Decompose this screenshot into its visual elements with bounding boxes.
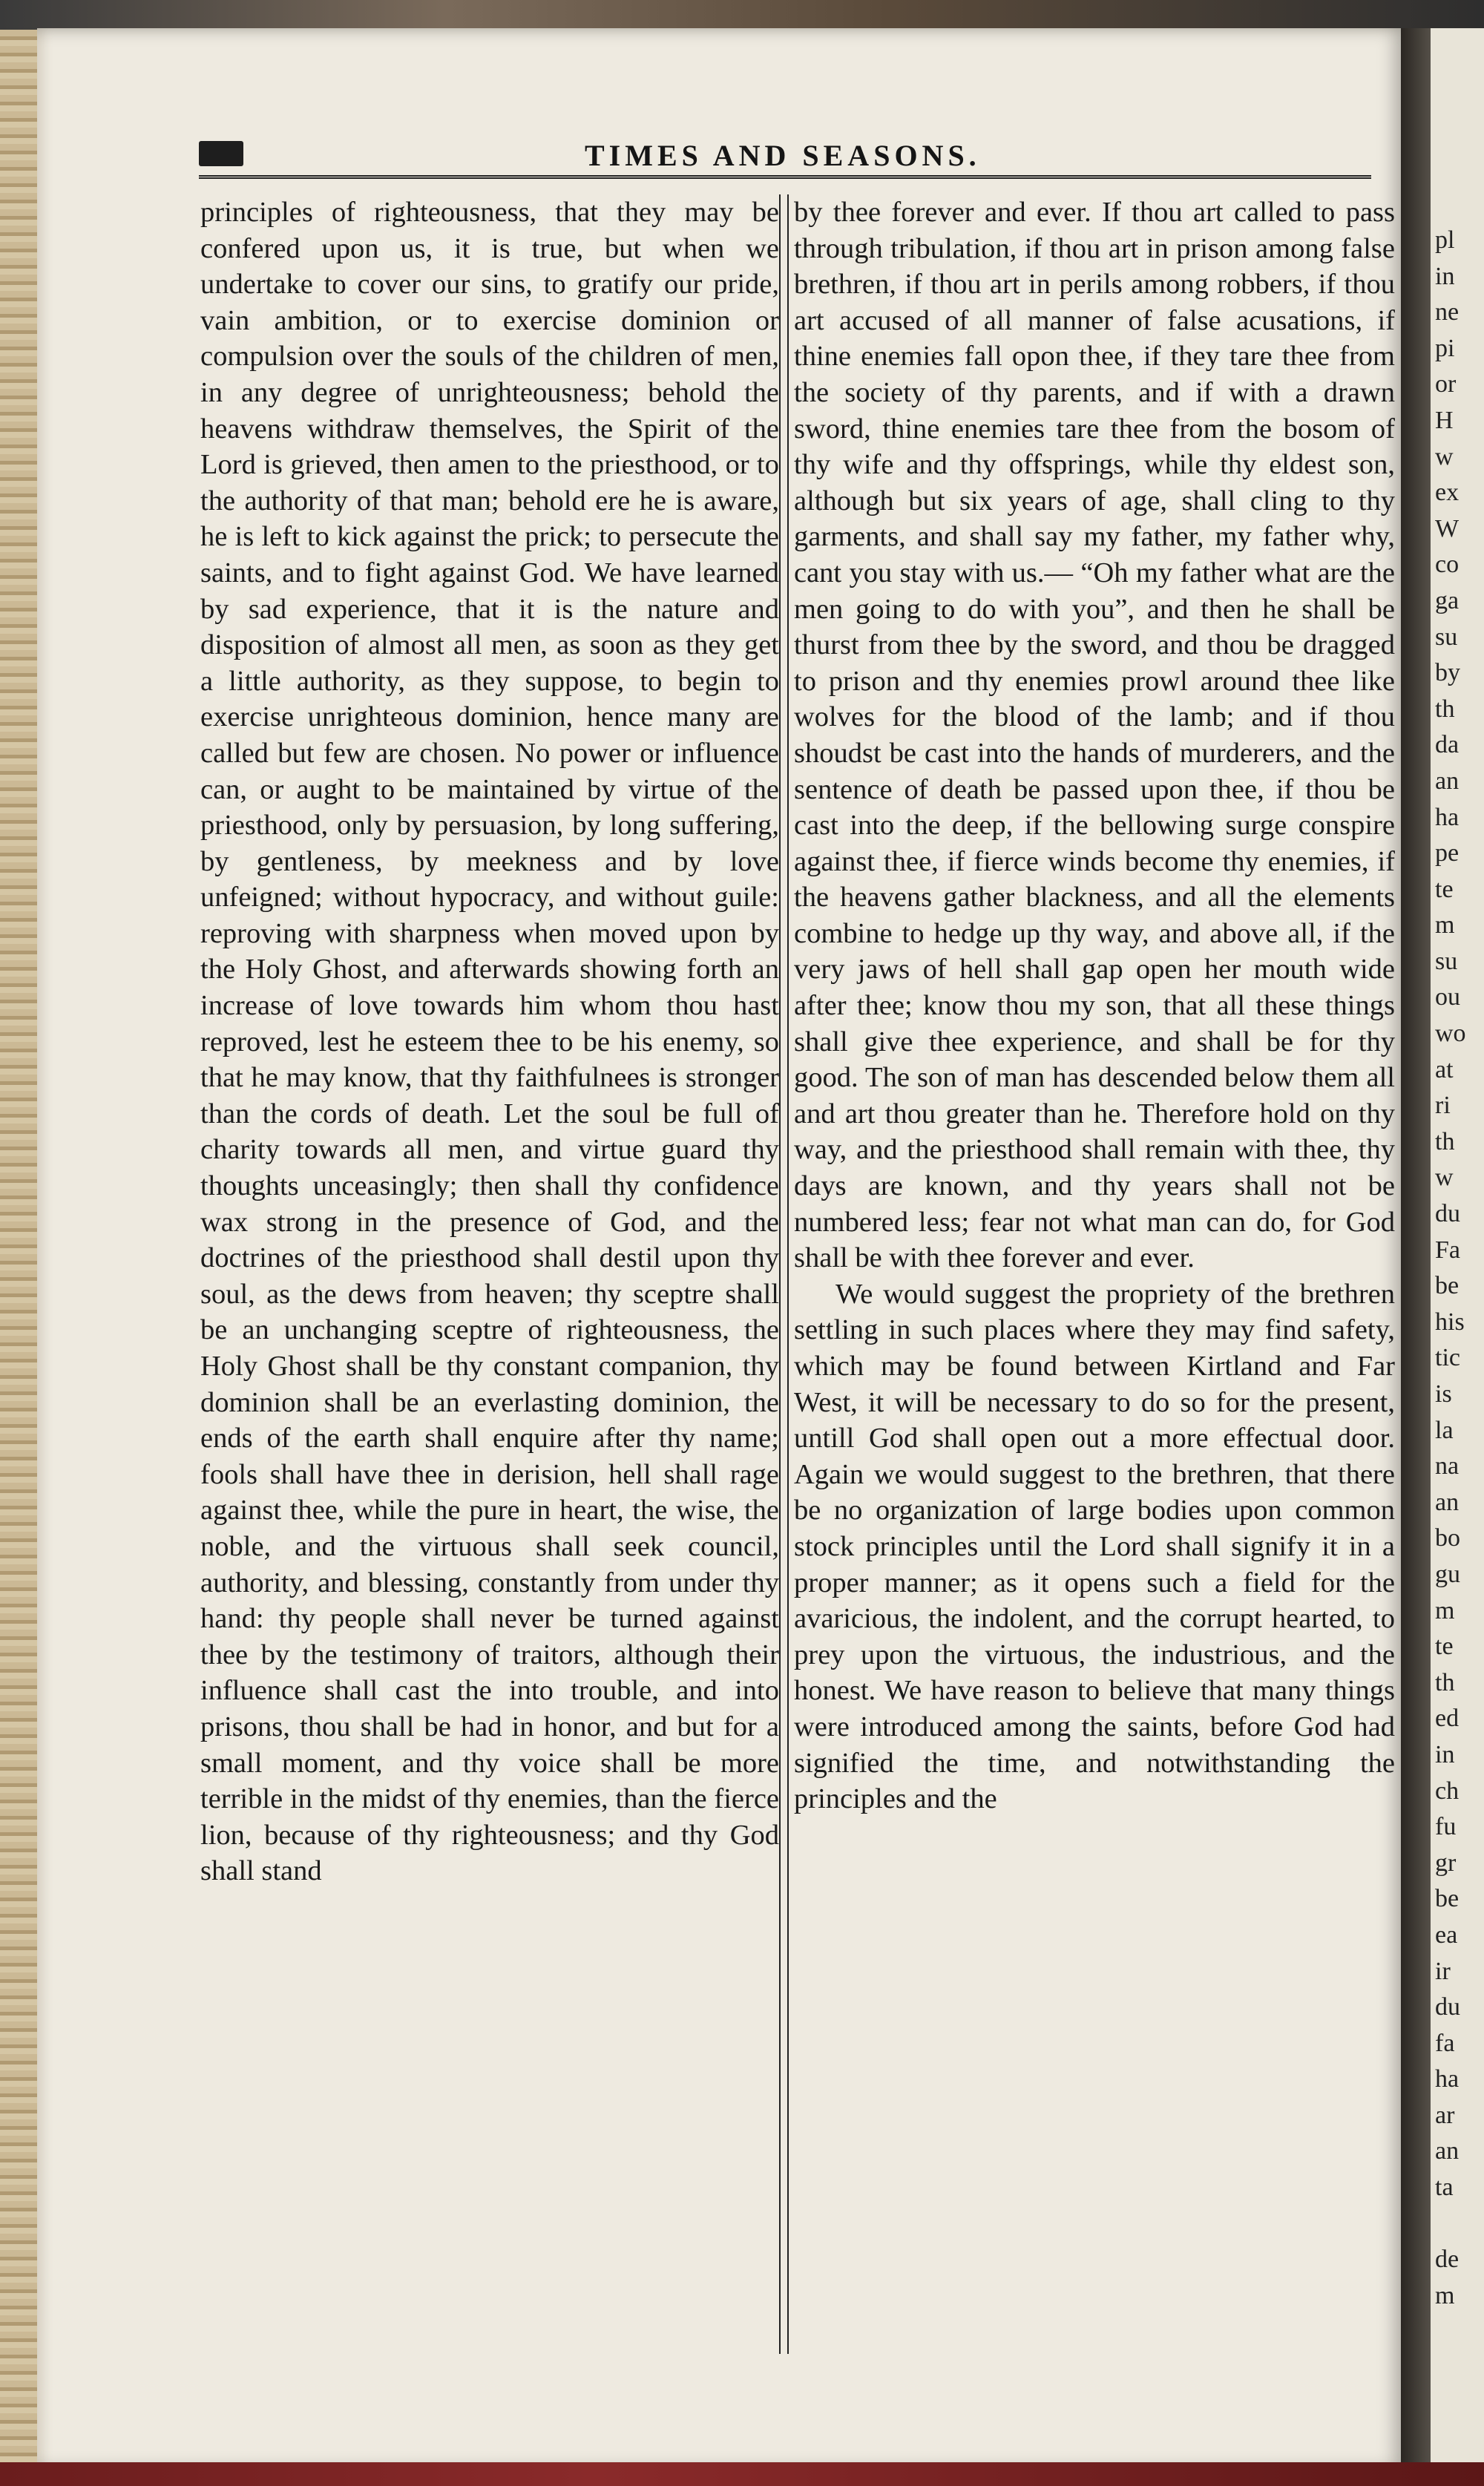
right-paragraph-1: by thee forever and ever. If thou art called to pass through tribulation, if thou art in prison among false brethren, if thou art in perils among robbers, if thou art accused of all manner of false acusations, if thine enemies fall opon thee, if they tare thee from the society of thy parents, and if with a drawn sword, thine enemies tare thee from the bosom of thy wife and thy offsprings, while thy eldest son, although but six years of age, shall cling to thy garments, and shall say my father, my father why, cant you stay with us.— “Oh my father what are the men going to do with you”, and then he shall be thurst from thee by the sword, and thou be dragged to prison and thy enemies prowl around thee like wolves for the blood of the lamb; and if thou shoudst be cast into the hands of murderers, and the sentence of death be passed upon thee, if thou be cast into the deep, if the bellowing surge conspire against thee, if fierce winds become thy enemies, if the heavens gather blackness, and all the elements combine to hedge up thy way, and above all, if the very jaws of hell shall gap open her mouth wide after thee; know thou my son, that all these things shall give thee experience, and shall be for thy good. The son of man has descended below them all and art thou greater than he. Therefore hold on thy way, and the priesthood shall remain with thee, thy days are known, and thy years shall not be numbered less; fear not what man can do, for God shall be with thee forever and ever. (794, 197, 1395, 1274)
next-page-edge (1431, 28, 1484, 2470)
running-title: TIMES AND SEASONS. (585, 139, 981, 172)
page-header (199, 138, 1371, 179)
left-paragraph-1: principles of righteousness, that they may be confered upon us, it is true, but when we undertake to cover our sins, to gratify our pride, vain ambition, or to exercise dominion or compulsion over the souls of the children of men, in any degree of unrighteousness; behold the heavens withdraw themselves, the Spirit of the Lord is grieved, then amen to the priesthood, or to the authority of that man; behold ere he is aware, he is left to kick against the prick; to persecute the saints, and to fight against God. We have learned by sad experience, that it is the nature and disposition of almost all men, as soon as they get a little authority, as they suppose, to begin to exercise unrighteous dominion, hence many are called but few are chosen. No power or influence can, or aught to be maintained by virtue of the priesthood, only by persuasion, by long suffering, by gentleness, by meekness and by love unfeigned; without hypocracy, and without guile: reproving with sharpness when moved upon by the Holy Ghost, and afterwards showing forth an increase of love towards him whom thou hast reproved, lest he esteem thee to be his enemy, so that he may know, that thy faithfulnees is stronger than the cords of death. Let the soul be full of charity towards all men, and virtue guard thy thoughts unceasingly; then shall thy confidence wax strong in the presence of God, and the doctrines of the priesthood shall destil upon thy soul, as the dews from heaven; thy sceptre shall be an unchanging sceptre of righteousness, the Holy Ghost shall be thy constant companion, thy dominion shall be an everlasting dominion, the ends of the earth shall enquire after thy name; fools shall have thee in derision, hell shall rage against thee, while the pure in heart, the wise, the noble, and the virtuous shall seek council, authority, and blessing, constantly from under thy hand: thy people shall never be turned against thee by the testimony of traitors, although their influence shall cast the into trouble, and into prisons, thou shall be had in honor, and but for a small moment, and thy voice shall be more terrible in the midst of thy enemies, than the fierce lion, because of thy righteousness; and thy God shall stand (200, 197, 779, 1887)
book-bottom-edge (0, 2462, 1484, 2486)
book-gutter (1401, 28, 1431, 2470)
next-page-fragments: pl in ne pi or H w ex W co ga su by th da an ha pe te m su ou wo at ri th w du Fa be his tic is la na an bo gu m te th ed in ch fu gr be ea ir du fa ha ar an ta de m (1435, 226, 1466, 2309)
page-number-blot (199, 141, 243, 166)
right-paragraph-2: We would suggest the propriety of the brethren settling in such places where they may find safety, which may be found between Kirtland and Far West, it will be necessary to do so for the present, untill God shall open out a more effectual door. Again we would suggest to the brethren, that there be no organization of large bodies upon common stock principles until the Lord shall signify it in a proper manner; as it opens such a field for the avaricious, the indolent, and the corrupt hearted, to prey upon the virtuous, the industrious, and the honest. We have reason to believe that many things were introduced among the saints, before God had signified the time, and notwithstanding the principles and the (794, 1278, 1395, 1815)
right-column (778, 194, 1395, 1817)
left-column (200, 194, 779, 1889)
